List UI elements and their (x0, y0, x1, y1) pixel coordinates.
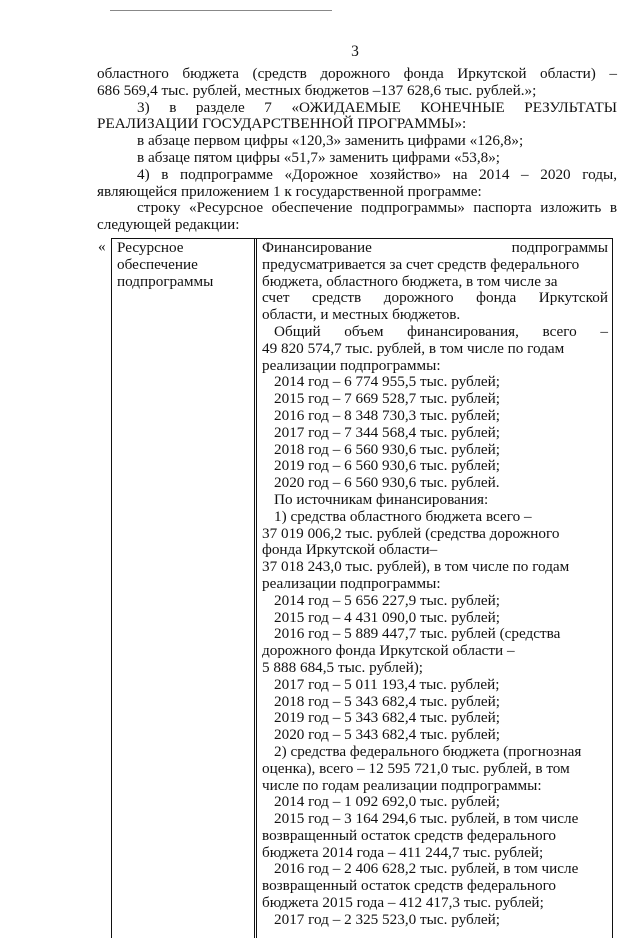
content-line: числе по годам реализации подпрограммы: (262, 776, 542, 794)
content-line: 2020 год – 6 560 930,6 тыс. рублей. (274, 474, 500, 492)
content-line: 5 888 684,5 тыс. рублей); (262, 658, 423, 676)
content-line: 2018 год – 6 560 930,6 тыс. рублей; (274, 440, 501, 458)
content-line: области, и местных бюджетов. (262, 306, 461, 324)
content-line: Финансирование подпрограммы (262, 239, 608, 256)
content-line: По источникам финансирования: (274, 490, 489, 508)
column-divider (254, 239, 257, 938)
content-line: оценка), всего – 12 595 721,0 тыс. рублей, в том (262, 759, 570, 777)
row-header-line: Ресурсное (117, 239, 184, 256)
content-line: 2017 год – 5 011 193,4 тыс. рублей; (274, 675, 500, 693)
content-line: бюджета 2014 года – 411 244,7 тыс. рублей; (262, 843, 544, 861)
content-line: 2019 год – 6 560 930,6 тыс. рублей; (274, 457, 501, 475)
resource-table (111, 238, 613, 938)
content-line: бюджета, областного бюджета, в том числе за (262, 272, 558, 290)
content-line: дорожного фонда Иркутской области – (262, 642, 515, 660)
content-line: 2015 год – 3 164 294,6 тыс. рублей, в том числе (274, 810, 579, 828)
content-line: 37 019 006,2 тыс. рублей (средства дорожного (262, 524, 560, 542)
intro-line: 4) в подпрограмме «Дорожное хозяйство» на 2014 – 2020 годы, (137, 165, 617, 183)
content-line: фонда Иркутской области– (262, 541, 438, 559)
opening-quote: « (98, 238, 106, 255)
intro-line: следующей редакции: (97, 216, 240, 234)
intro-line: 686 569,4 тыс. рублей, местных бюджетов –137 628,6 тыс. рублей.»; (97, 81, 537, 99)
content-line: 2) средства федерального бюджета (прогнозная (274, 742, 582, 760)
intro-line: в абзаце пятом цифры «51,7» заменить цифрами «53,8»; (137, 148, 501, 166)
content-line: бюджета 2015 года – 412 417,3 тыс. рублей; (262, 894, 544, 912)
intro-line: 3) в разделе 7 «ОЖИДАЕМЫЕ КОНЕЧНЫЕ РЕЗУЛЬТАТЫ (137, 98, 617, 116)
content-line: реализации подпрограммы: (262, 574, 441, 592)
content-line: 2015 год – 4 431 090,0 тыс. рублей; (274, 608, 501, 626)
intro-text (97, 66, 617, 234)
content-line: Общий объем финансирования, всего – (274, 322, 608, 340)
intro-line: областного бюджета (средств дорожного фонда Иркутской области) – (97, 65, 617, 82)
content-line: реализации подпрограммы: (262, 356, 441, 374)
content-cell (260, 239, 612, 929)
intro-line: строку «Ресурсное обеспечение подпрограммы» паспорта изложить в (137, 199, 617, 217)
row-header-cell (112, 239, 252, 290)
content-line: 2016 год – 2 406 628,2 тыс. рублей, в том числе (274, 860, 579, 878)
content-line: счет средств дорожного фонда Иркутской (262, 289, 608, 307)
content-line: 1) средства областного бюджета всего – (274, 507, 532, 525)
header-rule (110, 10, 332, 11)
content-line: возвращенный остаток средств федерального (262, 877, 557, 895)
content-line: 2019 год – 5 343 682,4 тыс. рублей; (274, 709, 501, 727)
content-line: 2017 год – 7 344 568,4 тыс. рублей; (274, 423, 501, 441)
content-line: возвращенный остаток средств федерального (262, 826, 557, 844)
content-line: 2015 год – 7 669 528,7 тыс. рублей; (274, 390, 501, 408)
content-line: 37 018 243,0 тыс. рублей), в том числе по годам (262, 558, 570, 576)
row-header-line: подпрограммы (117, 272, 214, 290)
content-line: 2014 год – 5 656 227,9 тыс. рублей; (274, 591, 501, 609)
intro-line: в абзаце первом цифры «120,3» заменить цифрами «126,8»; (137, 132, 524, 150)
intro-line: РЕАЛИЗАЦИИ ГОСУДАРСТВЕННОЙ ПРОГРАММЫ»: (97, 115, 467, 133)
row-header-line: обеспечение (117, 255, 198, 273)
content-line: 2014 год – 1 092 692,0 тыс. рублей; (274, 793, 501, 811)
content-line: 2016 год – 5 889 447,7 тыс. рублей (средства (274, 625, 561, 643)
intro-line: являющейся приложением 1 к государственной программе: (97, 182, 482, 200)
content-line: 2020 год – 5 343 682,4 тыс. рублей; (274, 726, 501, 744)
content-line: 2014 год – 6 774 955,5 тыс. рублей; (274, 373, 501, 391)
content-line: предусматривается за счет средств федерального (262, 255, 580, 273)
content-line: 2016 год – 8 348 730,3 тыс. рублей; (274, 406, 501, 424)
content-line: 2017 год – 2 325 523,0 тыс. рублей; (274, 910, 501, 928)
page-number: 3 (351, 43, 359, 60)
content-line: 49 820 574,7 тыс. рублей, в том числе по годам (262, 339, 565, 357)
content-line: 2018 год – 5 343 682,4 тыс. рублей; (274, 692, 501, 710)
